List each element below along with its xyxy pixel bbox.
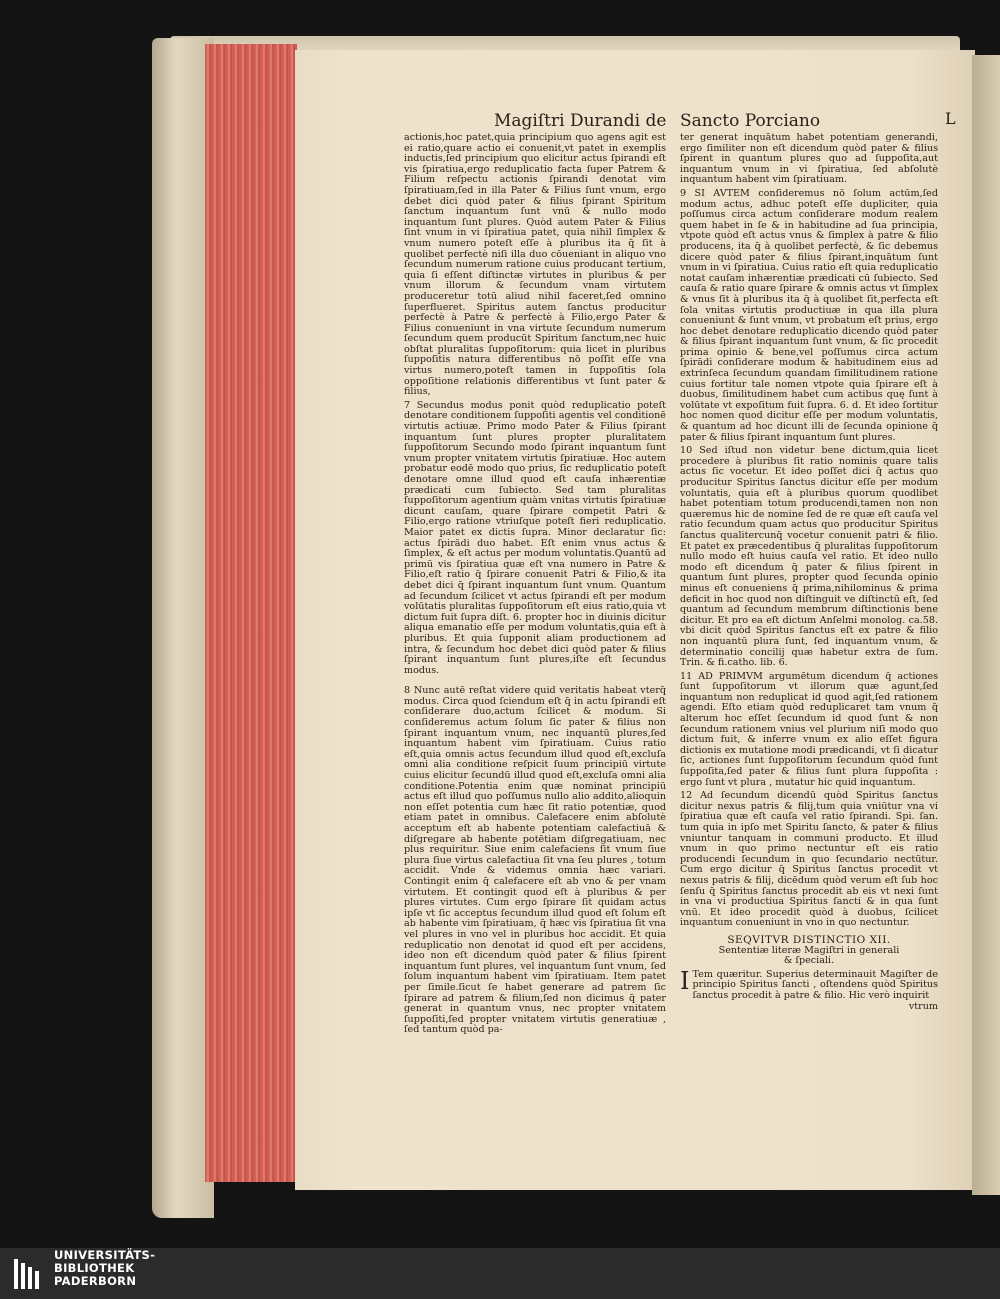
library-footer [0, 1248, 1000, 1299]
paragraph: 7 Secundus modus ponit quòd reduplicatio poteſt denotare conditionem ſuppoſiti agentis vel conditionē virtutis actiuæ. Primo modo Pater & Filius ſpirant inquantum ſunt plures propter pluralitatem ſuppoſitorum Secundo modo ſpirant inquantum ſunt vnum propter vnitatem virtutis ſpiratiuæ. Hoc autem probatur eodē modo quo prius, ſic reduplicatio poteſt denotare omne illud quod eſt cauſa inhærentiæ prædicati cum ſubiecto. Sed tam pluralitas ſuppoſitorum agentium quàm vnitas virtutis ſpiratiuæ dicunt cauſam, quare ſpirare competit Patri & Filio,ergo ratione vtriuſque poteſt fieri reduplicatio. Maior patet ex dictis ſupra. Minor declaratur ſic: actus ſpirādi duo habet. Eſt enim vnus actus & ſimplex, & eſt actus per modum voluntatis.Quantū ad primū vis ſpiratiua quæ eſt vna numero in Patre & Filio,eſt ratio q̄ ſpirare conuenit Patri & Filio,& ita debet dici q̄ ſpirant inquantum ſunt vnum. Quantum ad ſecundum ſcilicet vt actus ſpirandi eſt per modum volūtatis pluralitas ſuppoſitorum eſt eius ratio,quia vt dictum fuit ſupra diſt. 6. propter hoc in diuinis dicitur aliqua emanatio eſſe per modum voluntatis,quia eſt à pluribus. Et quia ſupponit aliam productionem ad intra, & ſecundum hoc debet dici quòd pater & filius ſpirant inquantum ſunt plures,iſte eſt ſecundus modus. [404, 399, 666, 676]
section-paragraph [680, 966, 938, 1002]
paragraph: 10 Sed iſtud non videtur bene dictum,quia licet procedere à pluribus ſit ratio nominis quare talis actus ſic vocetur. Et ideo poſſet dici q̄ actus quo producitur Spiritus ſanctus dicitur eſſe per modum voluntatis, quia eſt à pluribus quorum quodlibet habet potentiam totum producendi,tamen non non quæremus hic de nomine ſed de re quæ eſt cauſa vel ratio ſecundum quam actus quo producitur Spiritus ſanctus qualitercunq̄ vocetur conuenit patri & filio. Et patet ex præcedentibus q̄ pluralitas ſuppoſitorum nullo modo eſt huius cauſa vel ratio. Et ideo nullo modo eſt dicendum q̄ pater & filius ſpirent in quantum ſunt plures, propter quod ſecunda opinio minus eſt conueniens q̄ prima,nihilominus & prima deficit in hoc quod non diſtinguit ve diſtinctū eſt, ſed quantum ad ſecundum membrum diſtinctionis bene dicitur. Et pro ea eſt dictum Anſelmi monolog. ca.58. vbi dicit quòd Spiritus ſanctus eſt ex patre & filio non inquantū plura ſunt, ſed inquantum vnum, & determinatio concilij quæ habetur extra de ſum. Trin. & fi.catho. lib. 6. [680, 445, 938, 669]
catchword: vtrum [908, 1000, 938, 1012]
library-name-line: PADERBORN [54, 1274, 137, 1288]
red-page-edges [205, 44, 297, 1182]
paragraph: actionis,hoc patet,quia principium quo agens agit est ei ratio,quare actio ei conuenit,vt patet in exemplis inductis,ſed principium quo elicitur actus ſpirandi eſt vis ſpiratiua,ergo reduplicatio facta ſuper Patrem & Filium reſpectu actionis ſpirandi denotat vim ſpiratiuam,ſed in illa Pater & Filius ſunt vnum, ergo debet dici quòd pater & filius ſpirant Spiritum ſanctum inquantum ſunt vnū & nullo modo inquantum ſunt plures. Quòd autem Pater & Filius ſint vnum in vi ſpiratiua patet, quia nihil ſimplex & vnum numero poteſt eſſe à pluribus ita q̄ ſit à quolibet perfectè niſi illa duo cōueniant in aliquo vno ſecundum numerum ratione cuius producant tertium, quia ſi eſſent diſtinctæ virtutes in pluribus & per vnum illorum & ſecundum vnam virtutem produceretur totū aliud nihil faceret,ſed omnino ſuperflueret. Spiritus autem ſanctus producitur perfectè à Patre & perfectè à Filio,ergo Pater & Filius conueniunt in vna virtute ſecundum numerum ſecundum quem producūt Spiritum ſanctum,nec huic obſtat pluralitas ſuppoſitorum: quia licet in pluribus ſuppoſitis natura differentibus nō poſſit eſſe vna virtus numero,poteſt tamen in ſuppoſitis ſola oppoſitione relationis differentibus vt ſunt pater & filius, [404, 132, 666, 398]
section-title: SEQVITVR DISTINCTIO XII. [727, 933, 891, 946]
section-text: Tem quæritur. Superius determinauit Magiſter de principio Spiritus ſancti , oſtendens quòd Spiritus ſanctus procedit à patre & filio. Hic verò inquirit [692, 968, 938, 1001]
library-name-line: BIBLIOTHEK [54, 1261, 135, 1275]
text-column-left [404, 133, 666, 1036]
folio-number: L [945, 109, 956, 128]
library-name [54, 1249, 155, 1288]
running-head-right: Sancto Porciano [680, 111, 821, 131]
section-subtitle: Sententiæ literæ Magiſtri in generali [718, 944, 900, 956]
running-head-left: Magiſtri Durandi de [494, 111, 667, 131]
paragraph: 8 Nunc autē reſtat videre quid veritatis habeat vterq̄ modus. Circa quod ſciendum eſt q̄ in actu ſpirandi eſt conſiderare duo,actum ſcilicet & modum. Si conſideremus actum ſolum ſic pater & filius non ſpirant inquantum vnum, nec inquantū plures,ſed inquantum habent vim ſpiratiuam. Cuius ratio eſt,quia omnis actus ſecundum illud quod eſt,excluſa omni alia conditione reſpicit ſuum principiū virtute cuius elicitur ſecundū illud quod eſt,excluſa omni alia conditione.Potentia enim quæ nominat principiū actus eſt illud quo poſſumus nullo alio addito,alioquin non eſſet potentia cum hæc ſit ratio potentiæ, quod etiam patet in omnibus. Calefacere enim abſolutè acceptum eſt ab habente potentiam calefactiuā & diſgregare ab habente potētiam diſgregatiuam, nec plus requiritur. Siue enim calefaciens ſit vnum ſiue plura ſiue virtus calefactiua ſit vna ſeu plures , totum accidit. Vnde & videmus omnia hæc variari. Contingit enim q̄ calefacere eſt ab vno & per vnam virtutem. Et contingit quod eſt à pluribus & per plures virtutes. Cum ergo ſpirare ſit quidam actus ipſe vt ſic acceptus ſecundum illud quod eſt ſolum eſt ab habente vim ſpiratiuam, q̄ hæc vis ſpiratiua ſit vna vel plures in vno vel in pluribus hoc accidit. Et quia reduplicatio non denotat id quod eſt per accidens, ideo non eſt dicendum quòd pater & filius ſpirent inquantum ſunt plures, vel inquantum ſunt vnum, ſed ſolum inquantum habent vim ſpiratiuam. Item patet per ſimile.ſicut ſe habet generare ad patrem ſic ſpirare ad patrem & filium,ſed non dicimus q̄ pater generat in quantum vnus, nec propter vnitatem ſuppoſiti,ſed propter vnitatem virtutis generatiuæ , ſed tantum quòd pa- [404, 685, 666, 1036]
paragraph: 12 Ad ſecundum dicendū quòd Spiritus ſanctus dicitur nexus patris & filij,tum quia vniūtur vna vi ſpiratiua quæ eſt cauſa vel ratio ſpirandi. Spi. ſan. tum quia in ipſo met Spiritu ſancto, & pater & filius vniuntur tanquam in communi producto. Et illud vnum in quo primo nectuntur eſt eis ratio producendi ſecundum in quo ſecundario nectūtur. Cum ergo dicitur q̄ Spiritus ſanctus procedit vt nexus patris & filij, dicēdum quòd verum eſt ſub hoc ſenſu q̄ Spiritus ſanctus procedit ab eis vt nexi ſunt in vna vi productiua Spiritus ſancti & in qua ſunt vnū. Et ideo procedit quòd à duobus, ſcilicet inquantum conueniunt in vno in quo nectuntur. [680, 790, 938, 929]
paragraph: 9 SI AVTEM conſideremus nō ſolum actūm,ſed modum actus, adhuc poteſt eſſe dupliciter, quia poſſumus circa actum conſiderare modum realem quem habet in ſe & in habitudine ad ſua principia, vtpote quòd eſt actus vnus & ſimplex à patre & filio producens, ita q̄ à quolibet perfectè, & ſic debemus dicere quòd pater & filius ſpirant,inquātum ſunt vnum in vi ſpiratiua. Cuius ratio eſt quia reduplicatio notat cauſam inhærentiæ prædicati cū ſubiecto. Sed cauſa & ratio quare ſpirare & omnis actus vt ſimplex & vnus ſit à pluribus ita q̄ à quolibet ſit,perfecta eſt ſola vnitas virtutis productiuæ in qua illa plura conueniunt & ſunt vnum, vt probatum eſt prius, ergo hoc debet denotare reduplicatio dicendo quòd pater & filius ſpirant inquantum ſunt vnum, & ſic procedit prima opinio & bene,vel poſſumus circa actum ſpirādi conſiderare modum & habitudinem eius ad extrinſeca ſecundum quandam ſimilitudinem ratione cuius fortitur tale nomen vtpote quia ſpirare eſt à duobus, ſimilitudinem habet cum actibus quę ſunt à volūtate vt expoſitum fuit ſupra. 6. d. Et ideo ſortitur hoc nomen quod dicitur eſſe per modum voluntatis, & quantum ad hoc dicunt illi de ſecunda opinione q̄ pater & filius ſpirant inquantum ſunt plures. [680, 187, 938, 443]
drop-cap: I [680, 966, 690, 995]
section-subtitle: & ſpeciali. [783, 955, 835, 967]
library-logo-icon [12, 1257, 46, 1291]
text-column-right [680, 133, 938, 1012]
paragraph: 11 AD PRIMVM argumētum dicendum q̄ actiones ſunt ſuppoſitorum vt illorum quæ agunt,ſed inquantum non reduplicat id quod agit,ſed rationem agendi. Eſto etiam quòd reduplicaret tam vnum q̄ alterum hoc eſſet ſecundum id quod ſunt & non ſecundum rationem vnius vel plurium niſi modo quo dictum fuit, & inferre vnum ex alio eſſet figura dictionis ex mutatione modi prædicandi, vt ſi dicatur ſic, actiones ſunt ſuppoſitorum ſecundum quòd ſunt ſuppoſita,ſed pater & filius ſunt plura ſuppoſita : ergo ſunt vt plura , mutatur hic quid inquantum. [680, 670, 938, 788]
paragraph: ter generat inquātum habet potentiam generandi, ergo ſimiliter non eſt dicendum quòd pater & filius ſpirent in quantum plures quo ad ſuppoſita,aut inquantum vnum in vi ſpiratiua, ſed abſolutè inquantum habent vim ſpiratiuam. [680, 132, 938, 186]
facing-page-edge [972, 55, 1000, 1195]
library-name-line: UNIVERSITÄTS- [54, 1248, 156, 1262]
